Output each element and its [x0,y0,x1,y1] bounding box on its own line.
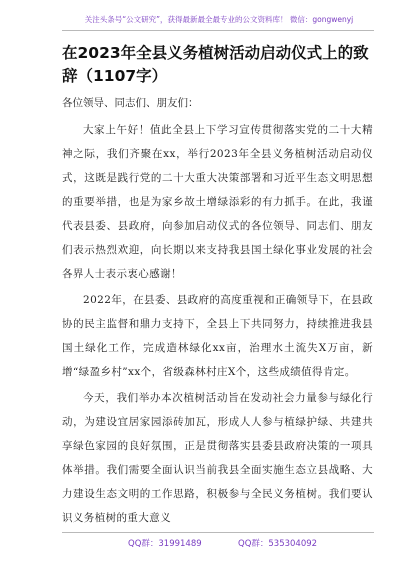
footer-qq-group-left: QQ群：31991489 [128,539,202,549]
body-paragraph: 今天，我们举办本次植树活动旨在发动社会力量参与绿化行动，为建设宜居家园添砖加瓦，形成人人参与植绿护绿、共建共享绿色家园的良好氛围，正是贯彻落实县委县政府决策的一项具体举措。我们需要全面认识当前我县全面实施生态立县战略、大力建设生态文明的工作思路，积极参与全民义务植树。我们要认识义务植树的重大意义 [62,392,373,524]
body-paragraph: 2022年，在县委、县政府的高度重视和正确领导下，在县政协的民主监督和鼎力支持下，全县上下共同努力，持续推进我县国土绿化工作，完成造林绿化xx亩，治理水土流失X万亩，新增“绿盈乡村”xx个，省级森林村庄X个，这些成绩值得肯定。 [62,294,373,378]
footer-qq-group-right: QQ群：535304092 [238,539,318,549]
document-title: 在2023年全县义务植树活动启动仪式上的致辞（1107字） [62,44,369,85]
header-banner: 关注头条号“公文研究”，获得最新最全最专业的公文资料库！ 微信：gongwenyj [84,15,354,24]
footer-divider [62,532,374,533]
salutation: 各位领导、同志们、朋友们： [62,97,199,109]
header-divider [62,30,374,31]
body-paragraph: 大家上午好！值此全县上下学习宣传贯彻落实党的二十大精神之际，我们齐聚在xx，举行2023年全县义务植树活动启动仪式，这既是践行党的二十大重大决策部署和习近平生态文明思想的重要举措，也是为家乡故土增绿添彩的有力抓手。在此，我谨代表县委、县政府，向参加启动仪式的各位领导、同志们、朋友们表示热烈欢迎，向长期以来支持我县国土绿化事业发展的社会各界人士表示衷心感谢！ [62,124,373,280]
